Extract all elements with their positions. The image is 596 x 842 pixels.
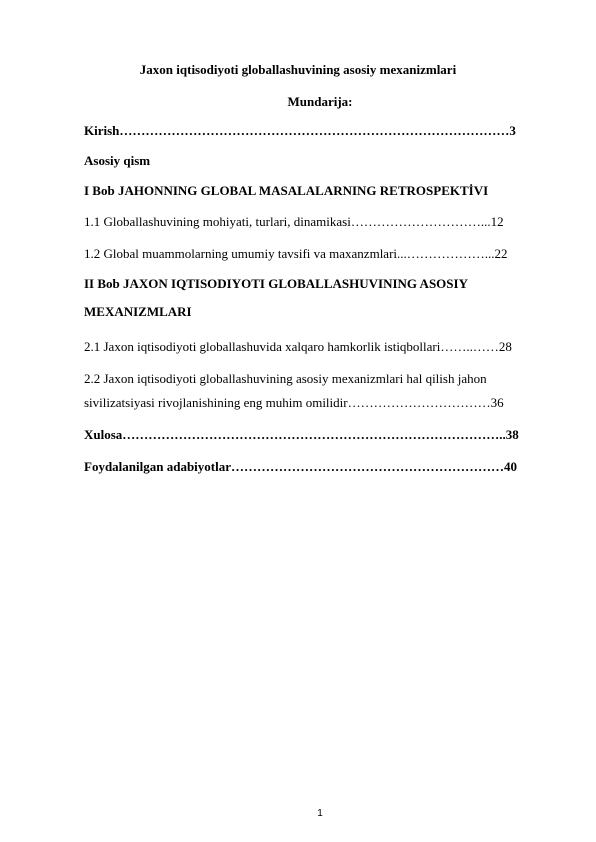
toc-entry-1-2: 1.2 Global muammolarning umumiy tavsifi va maxanzmlari...………………...22 [84, 246, 508, 261]
toc-entry-2-2-cont: sivilizatsiyasi rivojlanishining eng muhim omilidir……………………………36 [84, 395, 504, 410]
toc-entry-2-1: 2.1 Jaxon iqtisodiyoti globallashuvida xalqaro hamkorlik istiqbollari……..……28 [84, 339, 512, 354]
toc-entry-chapter-2: II Bob JAXON IQTISODIYOTI GLOBALLASHUVINING ASOSIY [84, 276, 468, 291]
toc-entry-1-1: 1.1 Globallashuvining mohiyati, turlari, dinamikasi…………………………...12 [84, 214, 504, 229]
toc-entry-xulosa: Xulosa……………………………………………………………………………..38 [84, 427, 519, 442]
toc-entry-chapter-1: I Bob JAHONNING GLOBAL MASALALARNING RETROSPEKTİVI [84, 183, 489, 198]
toc-entry-2-2: 2.2 Jaxon iqtisodiyoti globallashuvining asosiy mexanizmlari hal qilish jahon [84, 371, 487, 386]
toc-entry-adabiyotlar: Foydalanilgan adabiyotlar………………………………………………………40 [84, 459, 517, 474]
toc-entry-asosiy-qism: Asosiy qism [84, 153, 151, 168]
page-number: 1 [317, 808, 323, 819]
document-title: Jaxon iqtisodiyoti globallashuvining asosiy mexanizmlari [139, 62, 457, 77]
toc-entry-chapter-2-cont: MEXANIZMLARI [84, 304, 192, 319]
toc-entry-kirish: Kirish………………………………………………………………………………3 [84, 123, 516, 138]
contents-heading: Mundarija: [287, 94, 353, 109]
